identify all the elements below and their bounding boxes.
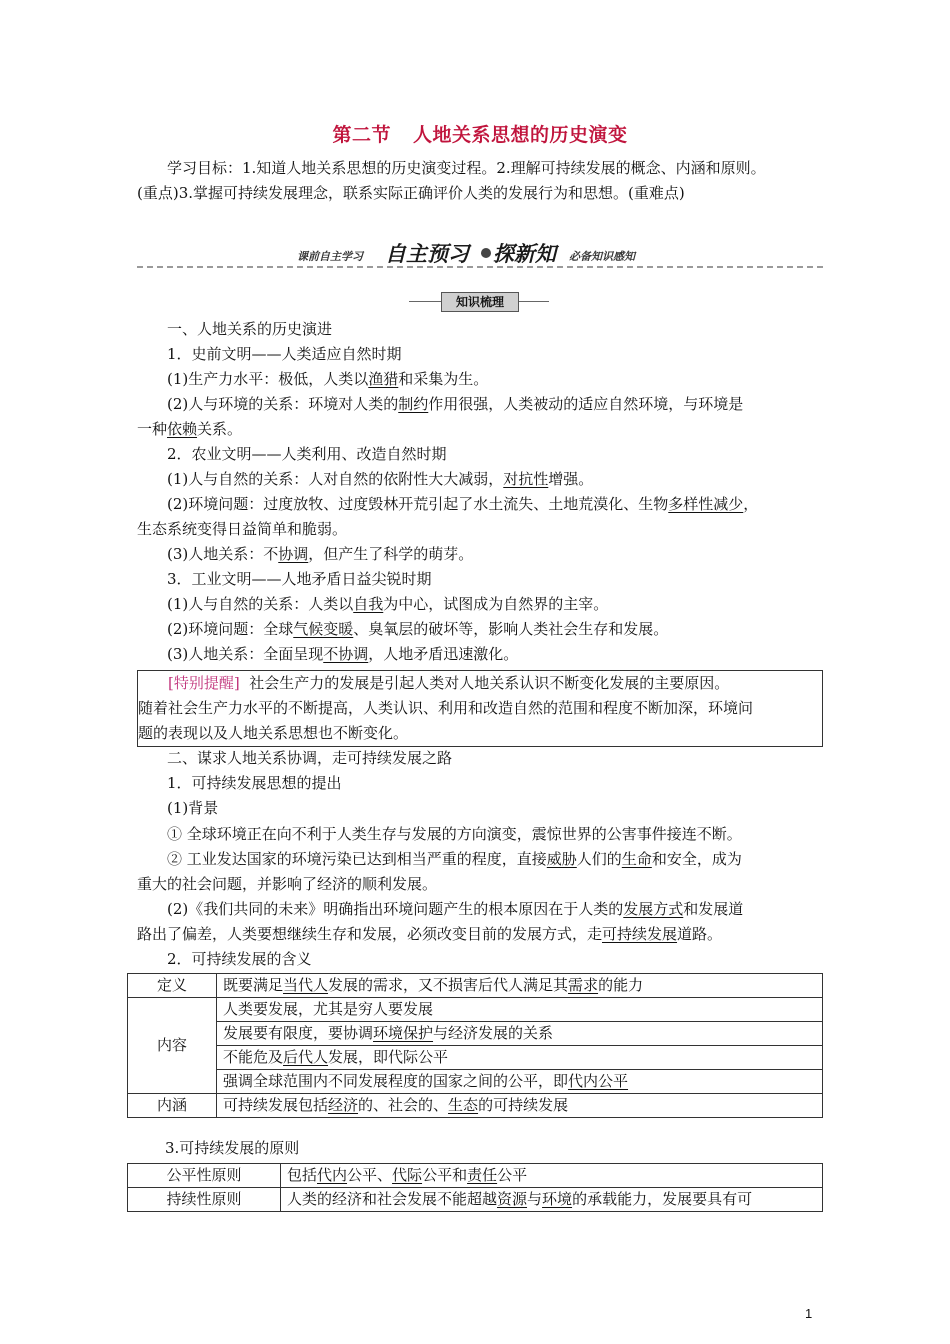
def-label: 定义 [128,974,217,998]
content-row-1: 人类要发展，尤其是穷人要发展 [217,998,823,1022]
answer-blank: 自我 [353,595,384,613]
content-label: 内容 [128,998,217,1094]
principle-label-2: 持续性原则 [128,1188,281,1212]
principle-cell-1: 包括代内公平、代际公平和责任公平 [281,1164,823,1188]
s2-b1: ① 全球环境正在向不利于人类生存与发展的方向演变，震惊世界的公害事件接连不断。 [167,825,742,843]
s2-h2: 2．可持续发展的含义 [167,950,312,968]
s1-p8: (3)人地关系：全面呈现不协调，人地矛盾迅速激化。 [167,645,519,663]
answer-blank: 当代人 [283,976,329,994]
answer-blank: 代内公平 [568,1072,629,1090]
answer-blank: 渔猎 [368,370,399,388]
answer-blank: 代内 [317,1166,348,1184]
answer-blank: 后代人 [283,1048,329,1066]
s2-b2: ② 工业发达国家的环境污染已达到相当严重的程度，直接威胁人们的生命和安全，成为 [167,850,742,868]
s2-w2: 路出了偏差，人类要想继续生存和发展，必须改变目前的发展方式，走可持续发展道路。 [137,925,723,943]
s1-p3: (1)人与自然的关系：人对自然的依附性大大减弱，对抗性增强。 [167,470,594,488]
meaning-table [127,973,823,1118]
answer-blank: 资源 [497,1190,528,1208]
banner-main-text-1: 自主预习 [385,241,469,266]
answer-blank: 责任 [467,1166,498,1184]
s1-heading: 一、人地关系的历史演进 [167,320,333,338]
banner-dot-icon [481,248,491,258]
content-row-3: 不能危及后代人发展，即代际公平 [217,1046,823,1070]
answer-blank: 制约 [398,395,429,413]
section-banner [137,236,823,270]
table-row [128,1188,823,1212]
answer-blank: 发展方式 [623,900,684,918]
s1-h1: 1．史前文明——人类适应自然时期 [167,345,402,363]
section-number: 第二节 [332,124,391,146]
answer-blank: 依赖 [167,420,198,438]
answer-blank: 可持续发展 [602,925,678,943]
knowledge-tag [409,292,549,310]
answer-blank: 协调 [278,545,309,563]
answer-blank: 生命 [621,850,652,868]
connotation-cell: 可持续发展包括经济的、社会的、生态的可持续发展 [217,1094,823,1118]
connotation-label: 内涵 [128,1094,217,1118]
table-row [128,1022,823,1046]
banner-left-text: 课前自主学习 [297,250,363,263]
principle-table [127,1163,823,1212]
answer-blank: 气候变暖 [293,620,354,638]
banner-divider [137,266,823,268]
s1-h3: 3．工业文明——人地矛盾日益尖锐时期 [167,570,432,588]
note-line-3: 题的表现以及人地关系思想也不断变化。 [138,724,409,742]
s2-h1: 1．可持续发展思想的提出 [167,774,342,792]
note-line-1: [特别提醒] 社会生产力的发展是引起人类对人地关系认识不断变化发展的主要原因。 [168,674,730,692]
table-row [128,1164,823,1188]
s1-p2: (2)人与环境的关系：环境对人类的制约作用很强，人类被动的适应自然环境，与环境是 [167,395,744,413]
s2-bg: (1)背景 [167,799,219,817]
s2-b2-cont: 重大的社会问题，并影响了经济的顺利发展。 [137,875,438,893]
table-row [128,1094,823,1118]
answer-blank: 对抗性 [503,470,549,488]
answer-blank: 多样性减少 [668,495,744,513]
answer-blank: 环境保护 [373,1024,434,1042]
s2-heading: 二、谋求人地关系协调，走可持续发展之路 [167,749,453,767]
s1-p2-cont: 一种依赖关系。 [137,420,243,438]
answer-blank: 环境 [542,1190,573,1208]
banner-main-text-2: 探新知 [493,241,556,266]
table-row [128,998,823,1022]
section-title [137,120,823,147]
answer-blank: 代际 [392,1166,423,1184]
answer-blank: 威胁 [546,850,577,868]
answer-blank: 不协调 [323,645,369,663]
principle-cell-2: 人类的经济和社会发展不能超越资源与环境的承载能力，发展要具有可 [281,1188,823,1212]
note-line-2: 随着社会生产力水平的不断提高，人类认识、利用和改造自然的范围和程度不断加深，环境问 [138,699,754,717]
answer-blank: 经济 [328,1096,359,1114]
s1-h2: 2．农业文明——人类利用、改造自然时期 [167,445,447,463]
page-number: 1 [805,1306,813,1321]
answer-blank: 生态 [448,1096,479,1114]
s1-p1: (1)生产力水平：极低，人类以渔猎和采集为生。 [167,370,489,388]
s1-p7: (2)环境问题：全球气候变暖、臭氧层的破坏等，影响人类社会生存和发展。 [167,620,669,638]
objectives-line-1: 学习目标：1.知道人地关系思想的历史演变过程。2.理解可持续发展的概念、内涵和原则。 [167,159,766,177]
note-label: [特别提醒] [168,674,240,692]
content-row-4: 强调全球范围内不同发展程度的国家之间的公平，即代内公平 [217,1070,823,1094]
s2-h3: 3.可持续发展的原则 [165,1139,300,1157]
def-cell: 既要满足当代人发展的需求，又不损害后代人满足其需求的能力 [217,974,823,998]
s1-p4-cont: 生态系统变得日益简单和脆弱。 [137,520,348,538]
table-row [128,1046,823,1070]
tag-label: 知识梳理 [441,292,519,312]
banner-right-text: 必备知识感知 [569,250,635,263]
table-row [128,974,823,998]
answer-blank: 需求 [568,976,599,994]
s1-p4: (2)环境问题：过度放牧、过度毁林开荒引起了水土流失、土地荒漠化、生物多样性减少， [167,495,759,513]
special-note-box [137,670,823,747]
content-row-2: 发展要有限度，要协调环境保护与经济发展的关系 [217,1022,823,1046]
s1-p5: (3)人地关系：不协调，但产生了科学的萌芽。 [167,545,474,563]
s2-w1: (2)《我们共同的未来》明确指出环境问题产生的根本原因在于人类的发展方式和发展道 [167,900,744,918]
principle-label-1: 公平性原则 [128,1164,281,1188]
objectives-line-2: (重点)3.掌握可持续发展理念，联系实际正确评价人类的发展行为和思想。(重难点) [137,184,685,202]
table-row [128,1070,823,1094]
section-name: 人地关系思想的历史演变 [413,124,628,146]
s1-p6: (1)人与自然的关系：人类以自我为中心，试图成为自然界的主宰。 [167,595,609,613]
